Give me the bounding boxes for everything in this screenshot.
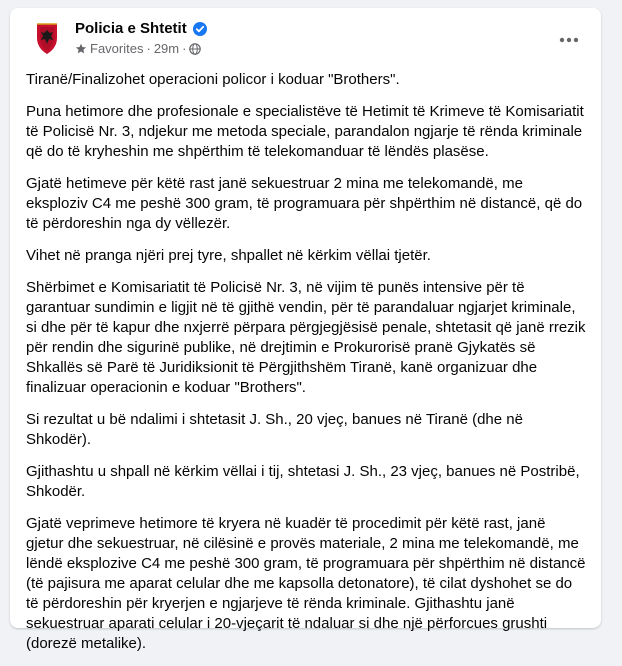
verified-badge-icon [192,21,208,37]
post-meta [75,41,201,56]
post-timestamp[interactable]: 29m [153,41,180,56]
police-emblem-icon [27,18,67,58]
post-paragraph-title: Tiranë/Finalizohet operacioni policor i koduar "Brothers". [26,71,400,88]
post-paragraph: Gjatë hetimeve për këtë rast janë sekuestruar 2 mina me telekomandë, me eksploziv C4 me peshë 300 gram, të programuara për shpërthim në distancë, që do të përdoreshin nga dy vëllezër. [26,175,583,232]
page-name-text[interactable]: Policia e Shtetit [75,20,187,37]
post-paragraph: Gjithashtu u shpall në kërkim vëllai i tij, shtetasi J. Sh., 23 vjeç, banues në Postribë, Shkodër. [26,463,580,500]
page-avatar[interactable] [27,18,67,58]
post-paragraph: Gjatë veprimeve hetimore të kryera në kuadër të procedimit për këtë rast, janë gjetur dhe sekuestruar, në cilësinë e provës materiale, 2 mina me telekomandë, me lëndë eksplozive C4 me peshë 300 gram, të programuara për shpërthim në distancë (të pajisura me aparat celular dhe me kapsolla detonatore), të cilat dyshohet se do të përdoreshin për kryerjen e ngjarjeve të rënda kriminale. Gjithashtu janë sekuestruar aparati celular i 20-vjeçarit të ndaluar si dhe një përforcues grushti (dorezë metalike). [26,515,586,652]
post-header [10,8,601,70]
globe-icon [189,43,201,55]
post-paragraph: Si rezultat u bë ndalimi i shtetasit J. Sh., 20 vjeç, banues në Tiranë (dhe në Shkodër). [26,411,523,448]
more-options-button[interactable] [551,22,587,58]
more-dots-icon [559,37,579,43]
post-card [10,8,601,652]
post-body [26,70,586,666]
post-paragraph: Shërbimet e Komisariatit të Policisë Nr. 3, në vijim të punës intensive për të garantuar sundimin e ligjit në të gjithë vendin, për të parandaluar ngjarjet kriminale, si dhe për të kapur dhe nxjerrë përpara përgjegjësisë penale, shtetasit që janë rrezik për rendin dhe sigurinë publike, në drejtimin e Prokurorisë pranë Gjykatës së Shkallës së Parë të Juridiksionit të Përgjithshëm Tiranë, kanë organizuar dhe finalizuar operacionin e koduar "Brothers". [26,279,586,396]
audience-label[interactable]: Favorites [90,41,144,56]
page-name[interactable] [75,20,208,37]
post-paragraph: Vihet në pranga njëri prej tyre, shpallet në kërkim vëllai tjetër. [26,247,431,264]
meta-separator: · [146,41,151,56]
post-paragraph: Puna hetimore dhe profesionale e specialistëve të Hetimit të Krimeve të Komisariatit të Policisë Nr. 3, ndjekur me metoda speciale, parandalon ngjarje të rënda kriminale që do të kryheshin me shpërthim të telekomanduar të lëndës plasëse. [26,103,584,160]
favorites-star-icon [75,43,87,55]
meta-separator-2: · [182,41,187,56]
